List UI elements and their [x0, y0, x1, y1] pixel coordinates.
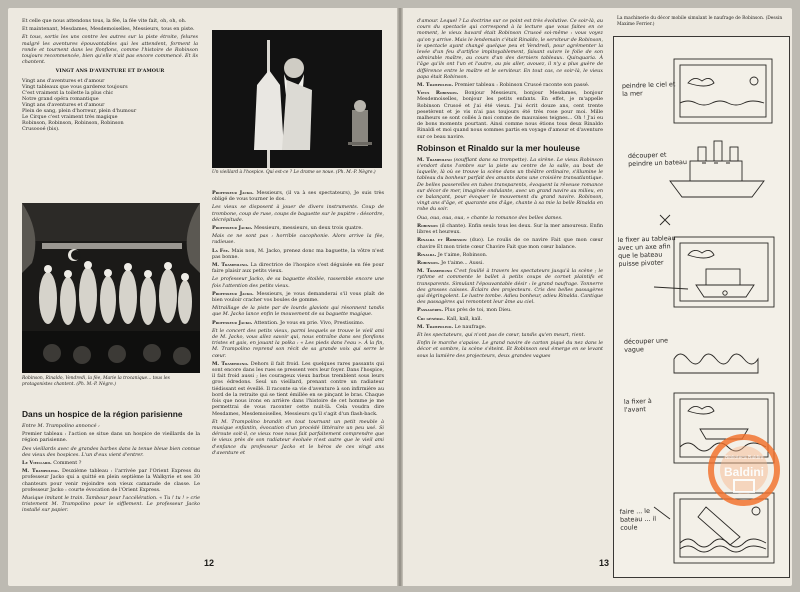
section-heading-sea: Robinson et Rinaldo sur la mer houleuse	[417, 142, 580, 153]
paragraph: Le professeur Jacko, de sa baguette étoilée, rassemble encore une fois l'attention des petits vieux.	[212, 276, 384, 289]
sketch-note-5: la fixer à l'avant	[623, 396, 652, 414]
paragraph: Mitraillage de la piste par de lourds glaviots qui résonnent tandis que M. Jacko lance enfin le mouvement de sa baguette magique.	[212, 305, 384, 318]
photo-old-man-image	[212, 30, 382, 168]
sketch-note-2: découper et peindre un bateau	[627, 150, 688, 169]
speech-text: Premier tableau : Robinson Crusoé raconte son passé.	[454, 82, 590, 89]
paragraph: Enfin le marche s'apaise. Le grand navire de carton piqué du nez dans le décor et sombre, la scène s'éteint. Et Robinson seul émerge en se levant sous la lumière des projecteurs, deux grandes vagues	[417, 340, 603, 359]
speech-text: C'est fouillé à travers les spectateurs jusqu'à la scène ; le rythme et commente le ballet à petits coups de cornet plaintifs et transparents. Simulant l'épouvantable désir : le grand naufrage. Tonnerre des grosses caisses. Éclairs des projecteurs. Cris des belles passagères qui dégringolent. Le lustre tombe. Adieu bonheur, adieu Rinalda. Cantique des passagères qui remontent leur âme au ciel.	[417, 268, 603, 306]
intro-line-2: Et maintenant, Mesdames, Mesdemoiselles, Messieurs, tous en piste.	[22, 26, 195, 33]
speaker-name: M. Trampolino.	[22, 468, 60, 475]
magazine-spread	[8, 8, 792, 586]
sketch-note-4: découper une vague	[623, 336, 669, 354]
speaker-name: Professeur Jacko.	[212, 319, 253, 326]
speaker-name: La Fée.	[212, 247, 230, 254]
left-page	[8, 8, 397, 586]
speaker-name: M. Trampolino	[417, 268, 452, 275]
song-line: C'est vraiment la toilette la plus chic	[22, 89, 114, 96]
section-heading-hospice: Dans un hospice de la région parisienne	[22, 409, 183, 419]
speaker-name: Vieux Robinson.	[417, 90, 459, 97]
speech-text: Attention. Je vous en prie. Vivo, Prestissimo.	[254, 319, 365, 326]
sketch-note-3: le fixer au tableau avec un axe afin que le bateau puisse pivoter	[617, 234, 676, 269]
speaker-name: Le Vieillard.	[22, 460, 52, 467]
speaker-name: Robinson	[417, 222, 438, 229]
speaker-name: Robinson.	[417, 259, 440, 266]
paragraph: Oua, oua, oua, oua, » chante la romance des belles dames.	[417, 214, 563, 221]
library-stamp	[708, 434, 780, 506]
song-line: Robinson, Robinson, Robinson, Robinson	[22, 119, 124, 126]
speech-text: Dehors il fait froid. Les quelques rares passants qui sont encore dans les rues se pressent vers leur foyer. Dans l'hospice, il fait froid aussi ; les courageux vieux barbus tremblent sous leurs gros édredons. Seul un vieillard, prenant contre un radiateur tiédissant est éveillé. Il raconte sa vie d'aventure à son infirmière au bord de la retraite qui se tient émillée en se pinçant le bras. Chaque fois que nous irons en arrière dans l'histoire de cet homme je me permettrai de vous raconter cette nuit-là. Cela voudra dire Mesdames, Mesdemoiselles, Messieurs qu'il s'agit d'un flash-back.	[212, 360, 384, 417]
song-line: Vingt tableaux que vous garderez toujours	[22, 83, 128, 90]
speech-text: Je t'aime, Robinson.	[437, 251, 488, 258]
paragraph: Et les spectateurs, qui n'ont pas de cœur, tandis qu'en meurt, rient.	[417, 331, 586, 338]
speaker-name: Professeur Jacko.	[212, 290, 254, 297]
speaker-name: Rinalda et Robinson	[417, 237, 467, 244]
speech-text: Comment ?	[53, 460, 82, 467]
photo-old-man-caption: Un vieillard à l'hospice. Qui est-ce ? Le drame se noue. (Ph. M.-P. Nègre.)	[212, 170, 376, 175]
left-column-1-bottom	[22, 406, 200, 516]
speaker-name: M. Trampolino.	[212, 262, 249, 269]
intro-italic: Et tous, sortis les uns contre les autres sur la piste étroite, felures malgré les aventures épouvantables qui les attendent, forment la ronde et tournent dans les flonflons, comme l'histoire de Robinson toujours recommencée, bien qu'elle n'ait pas encore commencé. Et ils chantent.	[22, 34, 198, 66]
paragraph: Des vieillards avec de grandes barbes dans la tenue bleue bien connue des vieux des hospices. L'un d'eux vient d'entrer.	[22, 445, 200, 458]
photo-chorus	[22, 203, 200, 373]
paragraph: Musique imitant le train. Tambour pour l'accélération. « Tu ! tu ! » crie tristement M. Trampolino pour le sifflement. Le professeur Jacko installé sur papier.	[22, 495, 200, 514]
photo-old-man	[212, 30, 382, 168]
photo-chorus-image	[22, 203, 200, 373]
paragraph: Premier tableau : l'action se situe dans un hospice de vieillards de la région parisienne.	[22, 431, 200, 444]
page-number-left: 12	[204, 558, 215, 568]
song-line: Le Cirque c'est vraiment très magique	[22, 113, 118, 120]
stamp-small-text: Biblioteca Baldini	[724, 455, 764, 461]
song-line: Crusoooé (bis).	[22, 125, 60, 132]
speech-text: Deuxième tableau : l'arrivée par l'Orient Express du professeur Jacko qui a quitté en plein septième la Walkyrie et ses 30 chanteurs pour venir rejoindre son vieux camarade de classe. Le professeur Jacko : courte évocation de l'Orient Express.	[22, 468, 201, 493]
page-number-right: 13	[599, 558, 610, 568]
speaker-name: Professeur Jacko.	[212, 190, 254, 196]
speech-text: Le naufrage.	[454, 323, 487, 330]
speech-text: Plus près de toi, mon Dieu.	[444, 307, 512, 314]
library-stamp-logo	[708, 434, 780, 506]
song-line: Vingt ans d'aventures et d'amour	[22, 101, 105, 108]
song-line: Vingt ans d'aventures et d'amour	[22, 77, 105, 84]
speech-text: (duo). Le roulis de ce navire Fait que mon cœur chavire Et mon triste cœur Chavire Fait que mon cœur balance.	[417, 237, 603, 250]
left-column-1-top	[22, 18, 198, 132]
left-column-2	[212, 190, 384, 458]
right-column-1	[417, 18, 603, 361]
speech-text: Bonjour Messieurs, bonjour Mesdames, bonjour Mesdemoiselles, bonjour les petits enfants. En effet, je m'appelle Robinson Crusoé et j'ai été vieux. J'ai écrit douze ans, cent trente pesetèrent et je vis n'ai pas toujours été très rose pour moi. Mille malheurs se sont collés à moi comme de mauvaises teignes... Oh ! J'ai eu de bons moments pourtant. Ainsi comme nous étions tous deux Rinaldo Rinaldi et moi quand nous sommes partis en voyage d'amour et d'aventure sur ce beau navire.	[417, 90, 603, 140]
speaker-name: M. Trampolino.	[212, 360, 249, 367]
stamp-text: Baldini	[723, 465, 765, 479]
song-line: Notre grand opéra romantique	[22, 95, 99, 102]
song-lyrics	[22, 78, 198, 132]
speaker-name: Cri général.	[417, 315, 446, 322]
paragraph: d'amour. Lequel ? La doctrine sur ce point est très évolutive. Ce soir-là, au cours du spectacle qui correspond à la lecture que vous faites en ce moment, le vieux bavard était Robinson Crusoé soi-même : vous voyez qu'on y arrive. Mais le lendemain c'était Rinaldo, le serviteur de Robinson, le spectacle ayant changé quelque peu et Vendredi, pour agrémenter la levée d'un feu d'artifice impitoyablement, faisant suivre le folie de son admirable maître, au cours d'un des derniers tableaux. Quinquaria. À l'âge qu'ils ont l'un et l'autre, au pis aller, avouez, il n'y a plus guère de différence entre le maître et le serviteur. En tout cas, ce soir-là, le vieux papa était Robinson.	[417, 18, 603, 80]
song-title: VINGT ANS D'AVENTURE ET D'AMOUR	[55, 68, 165, 75]
dialogue-line	[22, 468, 200, 493]
speaker-name: Passagères.	[417, 307, 444, 314]
speech-text: Messieurs, (il va à ses spectateurs), Je suis très obligé de vous tourner le dos.	[212, 190, 384, 203]
song-line: Plein de sang, plein d'horreur, plein d'humour	[22, 107, 137, 114]
intro-line-1: Et celle que nous attendons tous, la fée, la fée vite fait, oh, oh, oh.	[22, 18, 187, 24]
sketch-note-1: peindre le ciel et la mer	[621, 80, 676, 98]
speaker-name: Professeur Jacko.	[212, 225, 253, 232]
paragraph: Et M. Trampolino brandit en tout tournant un petit meuble à musique enfantin, évocation d'un procédé littéraire un peu usé. Si déroute soit-il, ce vieux rose nous fait parfaitement comprendre que le vieux près de son radiateur évoluée n'est autre que le vieil ami d'enfance du professeur Jacko et le héros de ces vingt ans d'aventure et	[212, 418, 384, 456]
speech-text: Messieurs, messieurs, un deux trois quatre.	[254, 225, 363, 232]
paragraph: Mais ce ne sont pas : horrible cacophonie. Alors arrive la fée, radieuse.	[212, 233, 384, 246]
photo-chorus-caption: Robinson, Rinaldo, Vendredi, la fée, Marie la trocanique... tous les protagonistes chantent. (Ph. M.-P. Nègre.)	[22, 376, 170, 387]
paragraph: Les vieux se disposent à jouer de divers instruments. Coup de trombone, coup de ruse, coups de baguette sur le pupitre : désordre, décrépitude.	[212, 204, 384, 223]
sketch-note-6: faire ... le bateau ... il coule	[619, 506, 657, 532]
speech-text: La directrice de l'hospice s'est déguisée en fée pour faire plaisir aux petits vieux.	[212, 262, 384, 275]
right-page	[403, 8, 792, 586]
paragraph: Entre M. Trampolino annoncé :	[22, 423, 100, 429]
sketch-caption: La machinerie du décor mobile simulant le naufrage de Robinson. (Dessin Maxime Ferrier.)	[617, 16, 783, 27]
speech-text: (soufflant dans sa trompette). La sirène. Le vieux Robinson s'endort dans l'ombre sur la piste au centre de la salle, au bout de laquelle, là où se trouve la scène dans un théâtre ordinaire, s'illumine le tableau du bonheur parfait des amants dans une croisière transatlantique. De belles passerelles en tubes transparents, évoquent la rêveuse romance sur décor de mer, imaginée ondulante, avec un grand navire au milieu, en ce balançant, pour évoquer le mouvement du grand navire. Robinson, vingt ans d'âge, et quarante ans d'âge, chante à sa mie la belle Rinalda en robe du soir.	[417, 156, 604, 213]
paragraph: Et le concert des petits vieux, parmi lesquels se trouve le vieil ami de M. Jacko, vous allez savoir qui, nous entraîne dans ses flonflons tristes et gais, en jouant la polka : « Les pieds dans l'eau ». À la fin, M. Trampolino reprend son récit de sa grande voix qui serre le cœur.	[212, 327, 384, 359]
speech-text: Kaïl, kaïl, kaïl.	[446, 315, 483, 322]
speech-text: Je t'aime... Aussi.	[441, 259, 484, 266]
speaker-name: Rinalda.	[417, 251, 437, 258]
speech-text: Mais non, M. Jacko, prenez donc ma baguette, la vôtre n'est pas bonne.	[212, 247, 384, 260]
dialogue-line	[22, 460, 200, 466]
speaker-name: M. Trampolino.	[417, 323, 454, 330]
speaker-name: M. Trampolino.	[417, 82, 454, 89]
speech-text: (il chante). Enfin seuls tous les deux. Sur la mer amoureux. Enfin libres et heureux.	[417, 222, 603, 236]
speech-text: Messieurs, je vous demanderai s'il vous plaît de bien vouloir cracher vos boules de gomme.	[212, 290, 384, 304]
speaker-name: M. Trampolino	[417, 156, 452, 163]
